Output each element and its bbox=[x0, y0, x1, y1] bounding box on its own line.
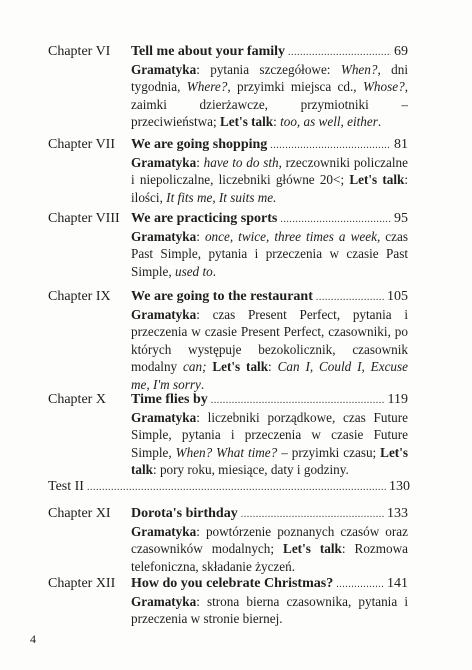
desc-text: . bbox=[212, 263, 216, 279]
desc-label: Gramatyka bbox=[131, 62, 197, 77]
chapter-title[interactable]: We are going shopping bbox=[131, 137, 268, 152]
desc-italic: too, as well, either bbox=[280, 114, 378, 130]
desc-text: : bbox=[196, 155, 204, 170]
desc-text: : czas Present Perfect, pytania i przeczenia w czasie Present Perfect, czasowniki, po których występuje bezokolicznik, czasownik modalny bbox=[131, 307, 408, 375]
desc-italic: Where? bbox=[186, 79, 228, 95]
desc-text: : strona bierna czasownika, pytania i przeczenia w stronie biernej. bbox=[131, 594, 408, 627]
leader-dots bbox=[336, 576, 384, 593]
leader-dots bbox=[270, 137, 391, 154]
desc-italic: It fits me, It suits me. bbox=[166, 189, 277, 205]
desc-italic: Whose? bbox=[362, 79, 405, 95]
leader-dots bbox=[288, 44, 391, 61]
page-number: 69 bbox=[394, 44, 408, 59]
chapter-number: Chapter XII bbox=[48, 576, 116, 591]
desc-text: : bbox=[273, 114, 281, 130]
desc-text: . bbox=[200, 376, 205, 392]
chapter-number: Chapter XI bbox=[48, 506, 111, 521]
desc-italic: Can I, Could I, Excuse me, I'm sorry bbox=[131, 359, 409, 392]
desc-label: Gramatyka bbox=[131, 229, 197, 244]
desc-italic: can; bbox=[183, 359, 207, 375]
desc-text: , czas Past Simple, pytania i przeczenia w czasie Past Simple, bbox=[131, 229, 408, 279]
desc-label: Gramatyka bbox=[131, 594, 197, 609]
desc-label: Gramatyka bbox=[131, 307, 197, 322]
desc-text: . bbox=[377, 114, 382, 130]
desc-italic: When? bbox=[340, 62, 378, 77]
chapter-description bbox=[131, 154, 408, 206]
chapter-description bbox=[131, 409, 408, 479]
chapter-title[interactable]: Time flies by bbox=[131, 392, 208, 407]
desc-text: : powtórzenie poznanych czasów oraz czasowników modalnych; bbox=[131, 524, 408, 557]
desc-text: : bbox=[196, 229, 205, 244]
chapter-title[interactable]: How do you celebrate Christmas? bbox=[131, 576, 334, 591]
desc-text: : Rozmowa telefoniczna, składanie życzeń. bbox=[131, 541, 408, 574]
desc-label: Let's talk bbox=[349, 172, 405, 188]
chapter-title[interactable]: Tell me about your family bbox=[131, 44, 286, 59]
page-folio: 4 bbox=[30, 632, 36, 646]
desc-text: : liczebniki porządkowe, czas Future Simple, pytania i przeczenia w czasie Future Simple, bbox=[131, 410, 408, 460]
desc-italic: once, twice, three times a week bbox=[204, 229, 377, 244]
leader-dots bbox=[241, 506, 384, 523]
desc-text: , dni tygodnia, bbox=[131, 62, 408, 95]
leader-dots bbox=[211, 392, 385, 409]
desc-label: Gramatyka bbox=[131, 524, 197, 539]
desc-text: : pory roku, miesiące, daty i godziny. bbox=[152, 462, 349, 478]
leader-dots bbox=[316, 289, 384, 306]
desc-text: : ilości, bbox=[131, 172, 408, 205]
desc-italic: When? What time? bbox=[175, 444, 278, 460]
chapter-description bbox=[131, 306, 408, 393]
chapter-description bbox=[131, 228, 408, 280]
page-number: 119 bbox=[387, 392, 408, 407]
test-title[interactable]: Test II bbox=[48, 479, 84, 494]
page-number: 133 bbox=[387, 506, 408, 521]
desc-text: , zaimki dzierżawcze, przymiotniki – przeciwieństwa; bbox=[131, 79, 408, 130]
chapter-description bbox=[131, 61, 408, 131]
page-number: 130 bbox=[389, 479, 410, 494]
desc-text: : pytania szczegółowe: bbox=[196, 62, 341, 77]
desc-label: Gramatyka bbox=[131, 155, 197, 170]
chapter-number: Chapter VI bbox=[48, 44, 111, 59]
desc-italic: have to do sth bbox=[203, 155, 279, 170]
chapter-number: Chapter VIII bbox=[48, 211, 120, 226]
desc-label: Let's talk bbox=[283, 541, 342, 557]
chapter-title[interactable]: Dorota's birthday bbox=[131, 506, 238, 521]
chapter-number: Chapter IX bbox=[48, 289, 111, 304]
desc-text: , rzeczowniki policzalne i niepoliczalne, liczebniki główne 20<; bbox=[131, 155, 409, 188]
page-number: 95 bbox=[394, 211, 408, 226]
page-number: 81 bbox=[394, 137, 408, 152]
desc-text: : bbox=[268, 359, 278, 375]
page-number: 105 bbox=[387, 289, 408, 304]
leader-dots bbox=[87, 479, 386, 496]
desc-italic: used to bbox=[174, 263, 213, 279]
chapter-number: Chapter X bbox=[48, 392, 106, 407]
desc-text: , przyimki miejsca cd., bbox=[227, 79, 363, 95]
page-number: 141 bbox=[387, 576, 408, 591]
chapter-title[interactable]: We are practicing sports bbox=[131, 211, 278, 226]
desc-label: Gramatyka bbox=[131, 410, 197, 425]
chapter-title[interactable]: We are going to the restaurant bbox=[131, 289, 313, 304]
toc-entry-test[interactable] bbox=[48, 478, 410, 496]
chapter-number: Chapter VII bbox=[48, 137, 115, 152]
leader-dots bbox=[280, 211, 391, 228]
chapter-description bbox=[131, 593, 408, 628]
desc-text: – przyimki czasu; bbox=[277, 444, 381, 460]
desc-label: Let's talk bbox=[131, 444, 408, 478]
desc-label: Let's talk bbox=[219, 114, 274, 130]
chapter-description bbox=[131, 523, 408, 575]
desc-label: Let's talk bbox=[212, 359, 269, 375]
